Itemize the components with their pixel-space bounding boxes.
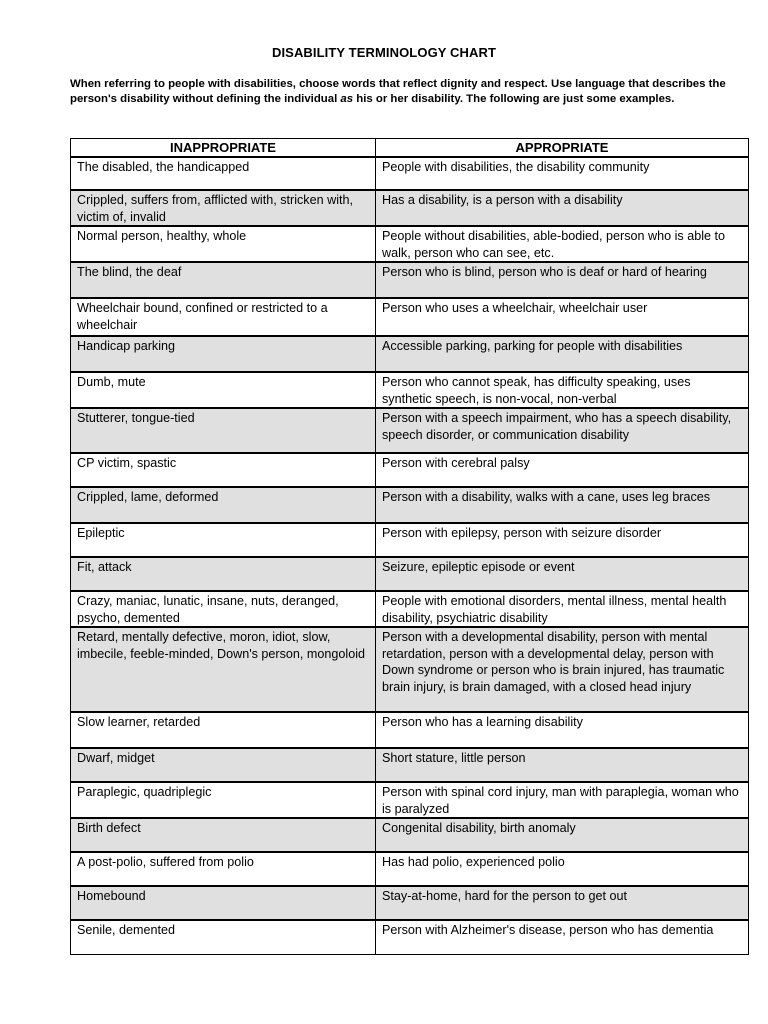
inappropriate-cell: Paraplegic, quadriplegic (71, 782, 376, 818)
appropriate-cell: Has a disability, is a person with a disability (376, 190, 749, 226)
table-row (71, 782, 749, 818)
inappropriate-cell: Wheelchair bound, confined or restricted to a wheelchair (71, 298, 376, 336)
table-row (71, 226, 749, 262)
table-row (71, 818, 749, 852)
table-row (71, 190, 749, 226)
appropriate-cell: Person who uses a wheelchair, wheelchair user (376, 298, 749, 336)
inappropriate-cell: Epileptic (71, 523, 376, 557)
header-inappropriate: INAPPROPRIATE (71, 139, 376, 158)
table-row (71, 920, 749, 954)
inappropriate-cell: Senile, demented (71, 920, 376, 954)
appropriate-cell: Person who cannot speak, has difficulty speaking, uses synthetic speech, is non-vocal, non-verbal (376, 372, 749, 408)
inappropriate-cell: Fit, attack (71, 557, 376, 591)
appropriate-cell: Person with a speech impairment, who has a speech disability, speech disorder, or communication disability (376, 408, 749, 453)
terminology-table (70, 138, 749, 955)
appropriate-cell: Person with Alzheimer's disease, person who has dementia (376, 920, 749, 954)
inappropriate-cell: Crippled, lame, deformed (71, 487, 376, 523)
table-header-row (71, 139, 749, 158)
inappropriate-cell: Crazy, maniac, lunatic, insane, nuts, deranged, psycho, demented (71, 591, 376, 627)
table-row (71, 627, 749, 712)
table-row (71, 487, 749, 523)
inappropriate-cell: The disabled, the handicapped (71, 157, 376, 190)
table-row (71, 336, 749, 372)
table-row (71, 372, 749, 408)
appropriate-cell: Has had polio, experienced polio (376, 852, 749, 886)
table-row (71, 408, 749, 453)
appropriate-cell: Person with a disability, walks with a cane, uses leg braces (376, 487, 749, 523)
page-title: DISABILITY TERMINOLOGY CHART (271, 45, 497, 60)
table-row (71, 453, 749, 487)
table-row (71, 157, 749, 190)
inappropriate-cell: A post-polio, suffered from polio (71, 852, 376, 886)
appropriate-cell: Short stature, little person (376, 748, 749, 782)
inappropriate-cell: Birth defect (71, 818, 376, 852)
inappropriate-cell: Dumb, mute (71, 372, 376, 408)
table-row (71, 591, 749, 627)
table-row (71, 852, 749, 886)
inappropriate-cell: Slow learner, retarded (71, 712, 376, 748)
inappropriate-cell: The blind, the deaf (71, 262, 376, 298)
inappropriate-cell: Normal person, healthy, whole (71, 226, 376, 262)
table-row (71, 712, 749, 748)
appropriate-cell: People with emotional disorders, mental illness, mental health disability, psychiatric disability (376, 591, 749, 627)
appropriate-cell: Accessible parking, parking for people with disabilities (376, 336, 749, 372)
appropriate-cell: People with disabilities, the disability community (376, 157, 749, 190)
appropriate-cell: Person with cerebral palsy (376, 453, 749, 487)
appropriate-cell: People without disabilities, able-bodied, person who is able to walk, person who can see, etc. (376, 226, 749, 262)
intro-text-end: his or her disability. The following are just some examples. (353, 93, 675, 105)
inappropriate-cell: Retard, mentally defective, moron, idiot, slow, imbecile, feeble-minded, Down's person, mongoloid (71, 627, 376, 712)
inappropriate-cell: Crippled, suffers from, afflicted with, stricken with, victim of, invalid (71, 190, 376, 226)
appropriate-cell: Person with a developmental disability, person with mental retardation, person with a developmental delay, person with Down syndrome or person who is brain injured, has traumatic brain injury, is brain damaged, with a closed head injury (376, 627, 749, 712)
appropriate-cell: Person with spinal cord injury, man with paraplegia, woman who is paralyzed (376, 782, 749, 818)
inappropriate-cell: Stutterer, tongue-tied (71, 408, 376, 453)
inappropriate-cell: Homebound (71, 886, 376, 920)
appropriate-cell: Congenital disability, birth anomaly (376, 818, 749, 852)
appropriate-cell: Seizure, epileptic episode or event (376, 557, 749, 591)
appropriate-cell: Stay-at-home, hard for the person to get out (376, 886, 749, 920)
intro-emphasis: as (340, 93, 354, 105)
inappropriate-cell: Handicap parking (71, 336, 376, 372)
table-row (71, 557, 749, 591)
inappropriate-cell: Dwarf, midget (71, 748, 376, 782)
appropriate-cell: Person who is blind, person who is deaf or hard of hearing (376, 262, 749, 298)
appropriate-cell: Person who has a learning disability (376, 712, 749, 748)
table-row (71, 748, 749, 782)
appropriate-cell: Person with epilepsy, person with seizure disorder (376, 523, 749, 557)
header-appropriate: APPROPRIATE (376, 139, 749, 158)
table-row (71, 262, 749, 298)
inappropriate-cell: CP victim, spastic (71, 453, 376, 487)
intro-paragraph (70, 77, 760, 107)
intro-text-start: When referring to people with disabilities, choose words that reflect dignity and respect. Use language that describes the person's disability without defining the individual (70, 78, 726, 105)
table-row (71, 523, 749, 557)
table-row (71, 298, 749, 336)
table-row (71, 886, 749, 920)
